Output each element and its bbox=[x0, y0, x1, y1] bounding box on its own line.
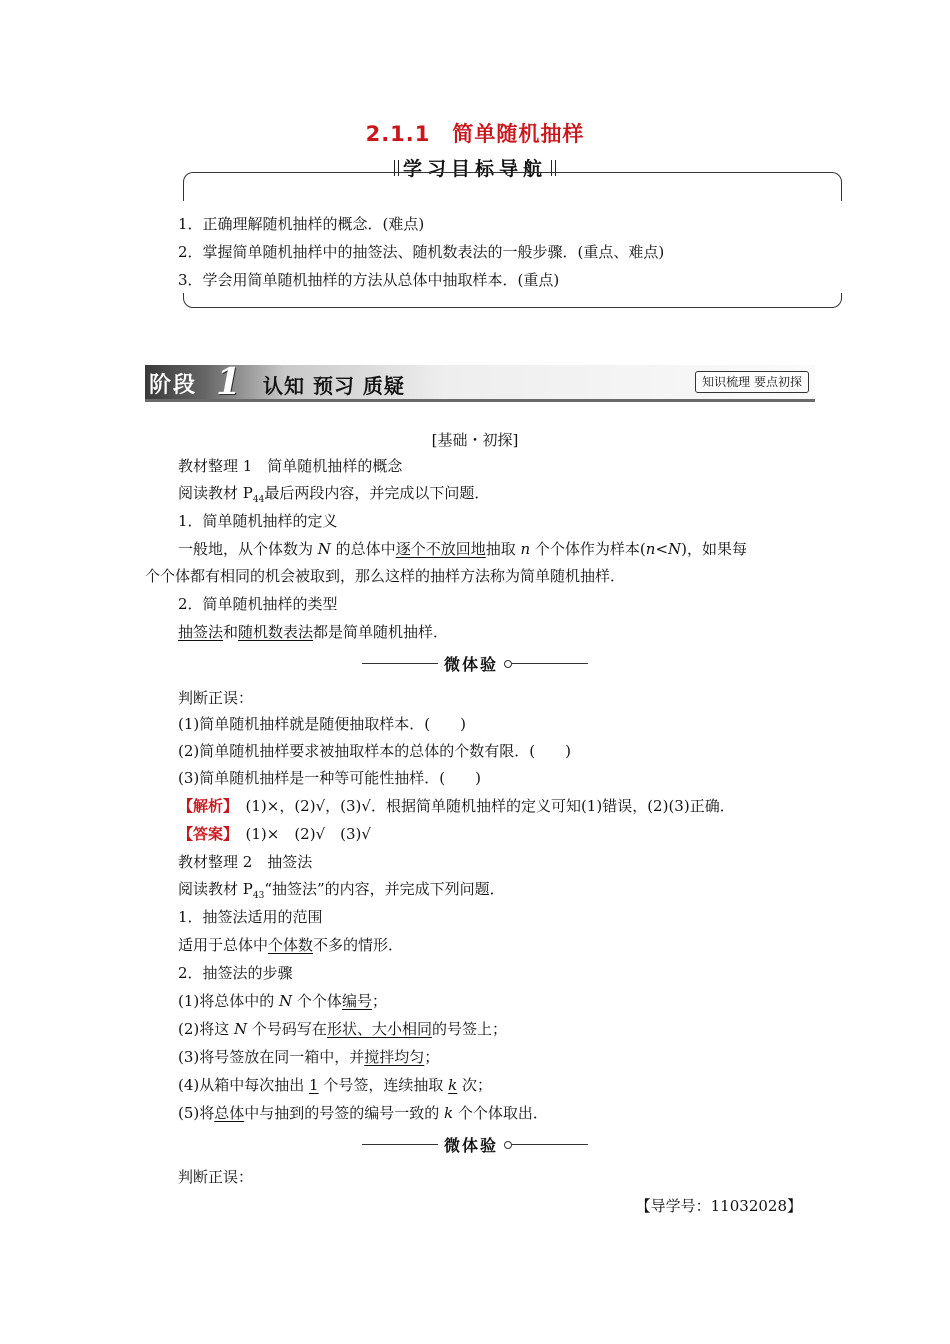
underlined-var: k bbox=[448, 1076, 458, 1094]
text: 一般地，从个体数为 bbox=[178, 540, 318, 558]
subscript: 43 bbox=[252, 891, 265, 901]
m1-def-heading: 1．简单随机抽样的定义 bbox=[178, 512, 338, 530]
nav-header-text: 学习目标导航 bbox=[402, 158, 547, 180]
text: 个个体 bbox=[292, 992, 342, 1010]
underlined: 随机数表法 bbox=[238, 623, 314, 641]
answer-text: (1)× (2)√ (3)√ bbox=[230, 825, 371, 843]
text: 个个体作为样本( bbox=[530, 540, 646, 558]
text: 的号签上； bbox=[431, 1020, 507, 1038]
text: 不多的情形． bbox=[313, 936, 404, 954]
var: k bbox=[444, 1104, 454, 1122]
divider-line bbox=[362, 1144, 438, 1145]
text: “抽签法”的内容，并完成下列问题． bbox=[264, 880, 505, 898]
m2-heading: 教材整理 2 抽签法 bbox=[178, 853, 313, 871]
m2-read bbox=[178, 878, 505, 901]
guide-number: 【导学号：11032028】 bbox=[635, 1197, 802, 1215]
divider-dot bbox=[504, 1141, 512, 1149]
stage-banner bbox=[145, 361, 815, 403]
stage-label: 阶段 bbox=[149, 373, 198, 398]
section-label: [基础・初探] bbox=[431, 431, 519, 449]
q1-answer bbox=[178, 823, 371, 844]
q1-item: (1)简单随机抽样就是随便抽取样本．( ) bbox=[178, 715, 466, 733]
text: ； bbox=[371, 992, 387, 1010]
divider-line bbox=[362, 663, 438, 664]
goals-box-top bbox=[183, 172, 842, 201]
m1-types-heading: 2．简单随机抽样的类型 bbox=[178, 595, 338, 613]
underlined: 编号 bbox=[341, 992, 372, 1010]
text: 个号签，连续抽取 bbox=[318, 1076, 449, 1094]
text: 个个体取出． bbox=[453, 1104, 548, 1122]
text: (3)将号签放在同一箱中，并 bbox=[178, 1048, 365, 1066]
micro-exp-divider bbox=[0, 1133, 950, 1156]
underlined: 总体 bbox=[214, 1104, 245, 1122]
text: 阅读教材 P bbox=[178, 880, 253, 898]
text: 的总体中 bbox=[330, 540, 396, 558]
var: N bbox=[668, 540, 682, 558]
m1-def-line2: 个个体都有相同的机会被取到，那么这样的抽样方法称为简单随机抽样． bbox=[145, 567, 626, 585]
m2-range bbox=[178, 934, 403, 955]
var: n bbox=[645, 540, 656, 558]
text: ； bbox=[424, 1048, 440, 1066]
underlined: 形状、大小相同 bbox=[326, 1020, 432, 1038]
text: 次； bbox=[457, 1076, 492, 1094]
q1-intro: 判断正误： bbox=[178, 689, 254, 707]
stage-tag: 知识梳理 要点初探 bbox=[695, 371, 809, 393]
m2-step-2 bbox=[178, 1018, 507, 1039]
underlined: 搅拌均匀 bbox=[364, 1048, 425, 1066]
text: < bbox=[655, 540, 669, 558]
goal-item: 2．掌握简单随机抽样中的抽签法、随机数表法的一般步骤．(重点、难点) bbox=[178, 243, 665, 261]
text: 和 bbox=[223, 623, 239, 641]
q1-analysis bbox=[178, 795, 735, 816]
text: )，如果每 bbox=[681, 540, 748, 558]
m1-types bbox=[178, 621, 448, 642]
stage-number: 1 bbox=[216, 361, 242, 403]
underlined: 抽签法 bbox=[178, 623, 224, 641]
text: (5)将 bbox=[178, 1104, 215, 1122]
text: 抽取 bbox=[485, 540, 521, 558]
text: (4)从箱中每次抽出 bbox=[178, 1076, 310, 1094]
text: 中与抽到的号签的编号一致的 bbox=[244, 1104, 445, 1122]
q2-intro: 判断正误： bbox=[178, 1168, 254, 1186]
m1-heading: 教材整理 1 简单随机抽样的概念 bbox=[178, 457, 403, 475]
var: N bbox=[317, 540, 331, 558]
m2-step-5 bbox=[178, 1102, 548, 1123]
divider-line bbox=[512, 663, 588, 664]
var: N bbox=[279, 992, 293, 1010]
m2-step-3 bbox=[178, 1046, 439, 1067]
q1-item: (2)简单随机抽样要求被抽取样本的总体的个数有限．( ) bbox=[178, 742, 571, 760]
m2-step-4 bbox=[178, 1074, 492, 1095]
text: 个号码写在 bbox=[247, 1020, 327, 1038]
text: 最后两段内容，并完成以下问题． bbox=[264, 484, 490, 502]
text: (1)将总体中的 bbox=[178, 992, 280, 1010]
subscript: 44 bbox=[252, 495, 265, 505]
goal-item: 3．学会用简单随机抽样的方法从总体中抽取样本．(重点) bbox=[178, 271, 560, 289]
divider-line bbox=[512, 1144, 588, 1145]
stage-title: 认知 预习 质疑 bbox=[263, 374, 405, 398]
underlined: 个体数 bbox=[268, 936, 314, 954]
analysis-label: 【解析】 bbox=[178, 797, 231, 815]
underlined: 逐个不放回地 bbox=[395, 540, 486, 558]
var: N bbox=[234, 1020, 248, 1038]
m2-steps-heading: 2．抽签法的步骤 bbox=[178, 964, 293, 982]
text: 适用于总体中 bbox=[178, 936, 269, 954]
m2-range-heading: 1．抽签法适用的范围 bbox=[178, 908, 323, 926]
text: 都是简单随机抽样． bbox=[313, 623, 449, 641]
page-title: 2.1.1 简单随机抽样 bbox=[365, 122, 585, 146]
m2-step-1 bbox=[178, 990, 387, 1011]
divider-dot bbox=[504, 660, 512, 668]
goals-box-bottom bbox=[183, 293, 842, 308]
underlined: 1 bbox=[309, 1076, 319, 1094]
goal-item: 1．正确理解随机抽样的概念．(难点) bbox=[178, 215, 425, 233]
m1-def-line1 bbox=[178, 538, 747, 559]
answer-label: 【答案】 bbox=[178, 825, 231, 843]
micro-exp-label: 微体验 bbox=[443, 1136, 498, 1155]
micro-exp-divider bbox=[0, 652, 950, 675]
q1-item: (3)简单随机抽样是一种等可能性抽样．( ) bbox=[178, 769, 481, 787]
m1-read bbox=[178, 482, 489, 505]
micro-exp-label: 微体验 bbox=[443, 655, 498, 674]
analysis-text: (1)×，(2)√，(3)√．根据简单随机抽样的定义可知(1)错误，(2)(3)正确． bbox=[230, 797, 735, 815]
var: n bbox=[520, 540, 531, 558]
text: 阅读教材 P bbox=[178, 484, 253, 502]
text: (2)将这 bbox=[178, 1020, 235, 1038]
